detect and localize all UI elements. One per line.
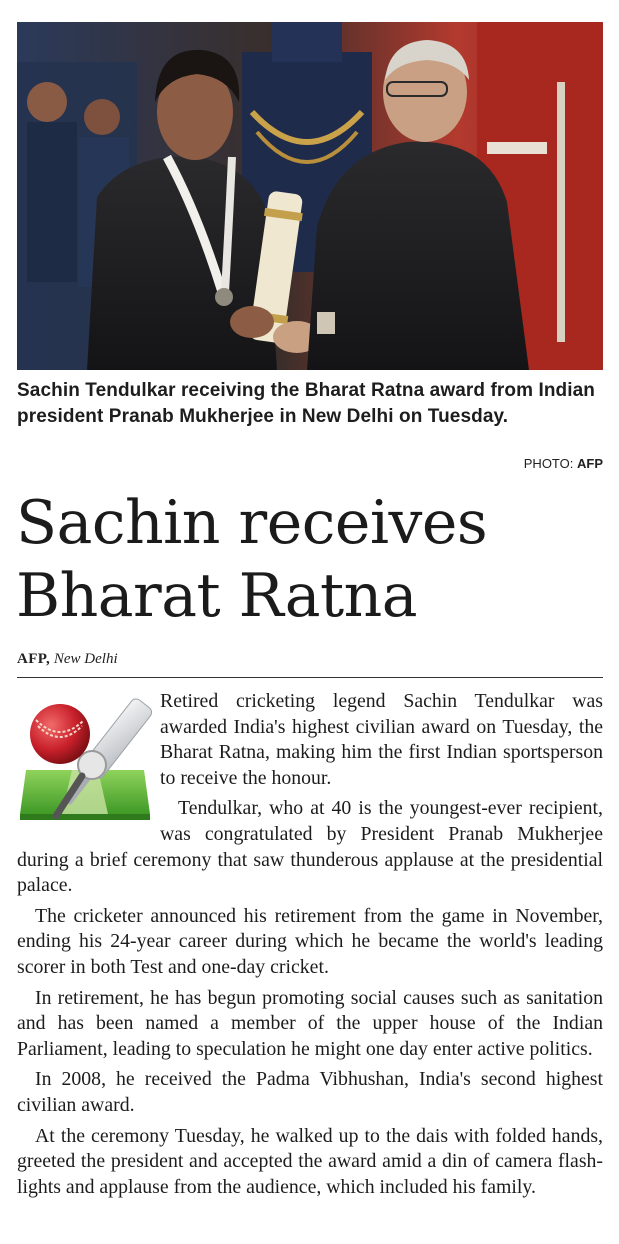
article-paragraph: In retirement, he has begun promoting social causes such as sanitation and has been named a member of the upper house of the Indian Parliament, leading to speculation he might one day enter active politics. <box>17 986 603 1060</box>
headline-line-1: Sachin receives <box>16 488 488 558</box>
photo-credit <box>524 456 603 471</box>
photo-caption: Sachin Tendulkar receiving the Bharat Ratna award from Indian president Pranab Mukherjee in New Delhi on Tuesday. <box>17 380 595 427</box>
photo-credit-source: AFP <box>577 456 603 471</box>
news-photo <box>17 22 603 370</box>
byline <box>17 651 118 668</box>
headline-line-2: Bharat Ratna <box>16 561 417 631</box>
byline-divider <box>17 677 603 678</box>
article-paragraph: The cricketer announced his retirement from the game in November, ending his 24-year career during which he became the world's leading scorer in both Test and one-day cricket. <box>17 904 603 978</box>
article-paragraph: In 2008, he received the Padma Vibhushan, India's second highest civilian award. <box>17 1068 603 1116</box>
article-paragraph: At the ceremony Tuesday, he walked up to the dais with folded hands, greeted the president and accepted the award amid a din of camera flash-lights and applause from the audience, which included his family. <box>17 1124 603 1198</box>
headline <box>16 487 616 633</box>
photo-credit-label: PHOTO: <box>523 456 574 471</box>
article-paragraph: Retired cricketing legend Sachin Tendulkar was awarded India's highest civilian award on Tuesday, the Bharat Ratna, making him the first Indian sportsperson to receive the honour. <box>160 690 603 789</box>
cricket-ball-bat-pitch-icon <box>16 690 154 832</box>
article-paragraph: Tendulkar, who at 40 is the youngest-ever recipient, was congratulated by President Pranab Mukherjee during a brief ceremony that saw thunderous applause at the presidential palace. <box>17 797 603 897</box>
ceremony-photo-illustration <box>17 22 603 370</box>
byline-agency: AFP, <box>17 651 51 667</box>
byline-place: New Delhi <box>53 651 118 667</box>
